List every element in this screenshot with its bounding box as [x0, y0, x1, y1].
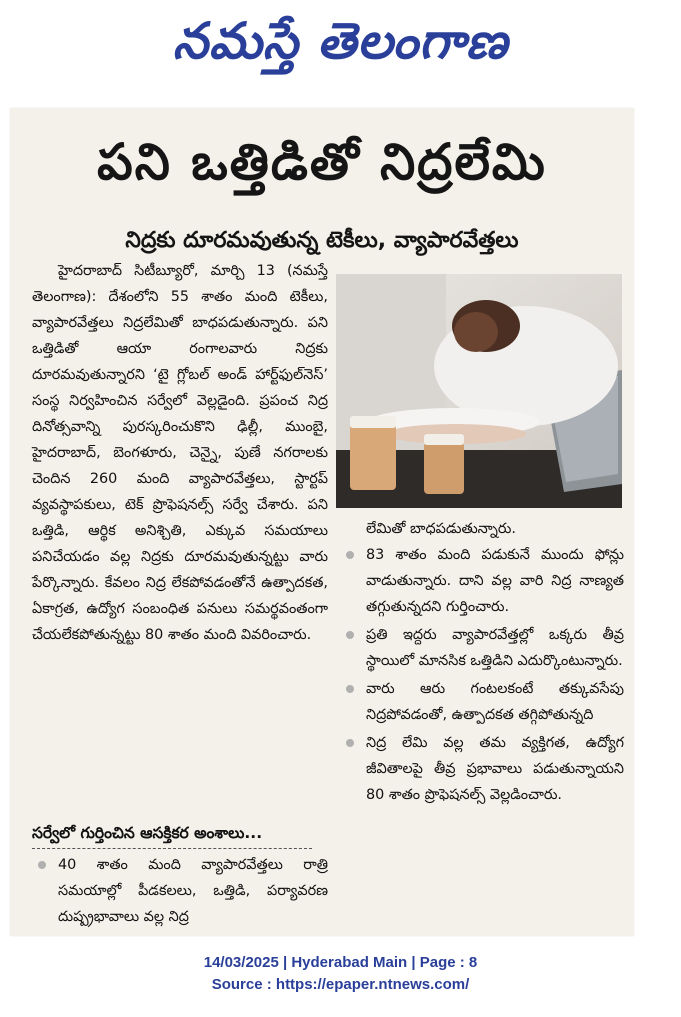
masthead — [0, 0, 681, 82]
bullet-icon — [38, 861, 46, 869]
list-item-text: 83 శాతం మంది పడుకునే ముందు ఫోన్లు వాడుతున్నారు. దాని వల్ల వారి నిద్ర నాణ్యత తగ్గుతున్నదని గుర్తించారు. — [366, 547, 624, 615]
article-body-column — [32, 258, 328, 648]
list-item-text: 40 శాతం మంది వ్యాపారవేత్తలు రాత్రి సమయాల్లో పీడకలలు, ఒత్తిడి, పర్యావరణ దుష్ప్రభావాలు వల్ల నిద్ర — [58, 857, 328, 925]
bullet-icon — [346, 631, 354, 639]
list-item-text: వారు ఆరు గంటలకంటే తక్కువసేపు నిద్రపోవడంతో, ఉత్పాదకత తగ్గిపోతున్నది — [366, 681, 624, 723]
source-link[interactable]: Source : https://epaper.ntnews.com/ — [211, 976, 470, 993]
list-item — [340, 676, 624, 728]
list-item — [32, 852, 328, 930]
page-footer — [0, 952, 681, 996]
section-divider — [32, 848, 312, 849]
bullet-list-right — [340, 542, 624, 810]
edition-info: 14/03/2025 | Hyderabad Main | Page : 8 — [203, 954, 478, 971]
article-continuation: లేమితో బాధపడుతున్నారు. — [366, 521, 516, 537]
bullet-icon — [346, 551, 354, 559]
list-item — [340, 622, 624, 674]
bullet-icon — [346, 739, 354, 747]
article-subheadline: నిద్రకు దూరమవుతున్న టెకీలు, వ్యాపారవేత్తలు — [125, 228, 519, 253]
article-headline: పని ఒత్తిడితో నిద్రలేమి — [97, 133, 547, 191]
list-item-text: నిద్ర లేమి వల్ల తమ వ్యక్తిగత, ఉద్యోగ జీవితాలపై తీవ్ర ప్రభావాలు పడుతున్నాయని 80 శాతం ప్రొఫెషనల్స్ వెల్లడించారు. — [366, 735, 624, 803]
section-heading: సర్వేలో గుర్తించిన ఆసక్తికర అంశాలు... — [32, 824, 263, 842]
list-item — [340, 542, 624, 620]
list-item-text: ప్రతి ఇద్దరు వ్యాపారవేత్తల్లో ఒక్కరు తీవ్ర స్థాయిలో మానసిక ఒత్తిడిని ఎదుర్కొంటున్నారు. — [366, 627, 624, 669]
list-item — [340, 730, 624, 808]
article-body: హైదరాబాద్ సిటీబ్యూరో, మార్చి 13 (నమస్తే తెలంగాణ): దేశంలోని 55 శాతం మంది టెకీలు, వ్యాపారవేత్తలు నిద్రలేమితో బాధపడుతున్నారు. పని ఒత్తిడితో ఆయా రంగాలవారు నిద్రకు దూరమవుతున్నారని ‘టై గ్లోబల్ అండ్ హార్ట్‌ఫుల్‌నెస్’ సంస్థ నిర్వహించిన సర్వేలో వెల్లడైంది. ప్రపంచ నిద్ర దినోత్సవాన్ని పురస్కరించుకొని ఢిల్లీ, ముంబై, హైదరాబాద్, బెంగళూరు, చెన్నై, పుణే నగరాలకు చెందిన 260 మంది వ్యాపారవేత్తలు, స్టార్టప్ వ్యవస్థాపకులు, టెక్ ప్రొఫెషనల్స్ సర్వే చేశారు. పని ఒత్తిడి, ఆర్థిక అనిశ్చితి, ఎక్కువ సమయాలు పనిచేయడం వల్ల నిద్రకు దూరమవుతున్నట్టు వారు పేర్కొన్నారు. కేవలం నిద్ర లేకపోవడంతోనే ఉత్పాదకత, ఏకాగ్రత, ఉద్యోగ సంబంధిత పనులు సమర్థవంతంగా చేయలేకపోతున్నట్టు 80 శాతం మంది వివరించారు. — [32, 263, 328, 643]
bullet-icon — [346, 685, 354, 693]
newspaper-logo: నమస్తే తెలంగాణ — [172, 11, 509, 70]
article-photo — [336, 274, 622, 508]
bullet-list-left — [32, 852, 328, 932]
article-clipping — [10, 108, 634, 936]
